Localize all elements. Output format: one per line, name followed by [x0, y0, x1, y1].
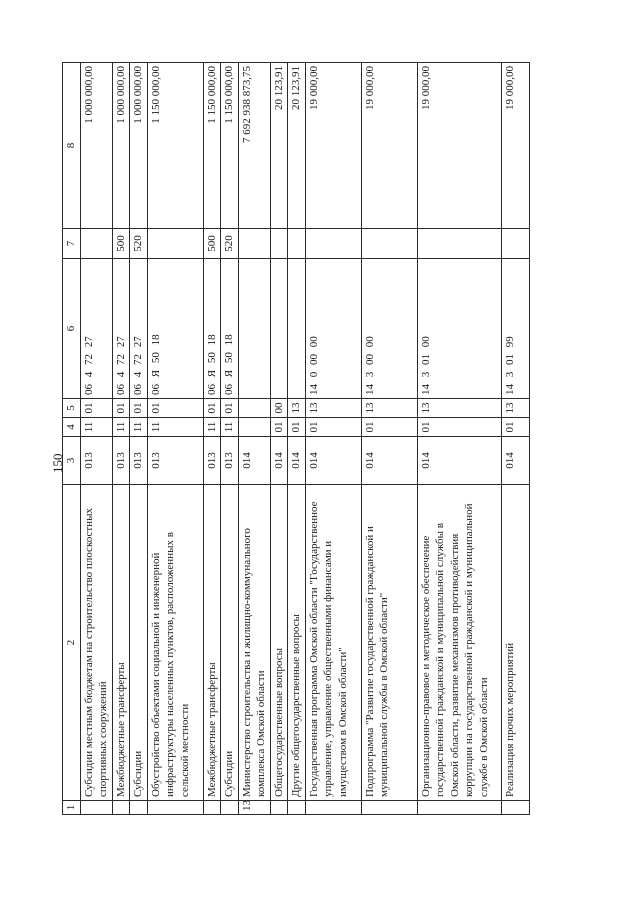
expense-type-cell: [305, 229, 361, 259]
item-name-cell: Субсидии: [130, 485, 148, 801]
row-number-cell: [112, 801, 130, 815]
program-code-cell: [288, 259, 306, 399]
ministry-code-cell: 013: [112, 437, 130, 485]
row-number-cell: [305, 801, 361, 815]
amount-cell: 1 150 000,00: [203, 63, 221, 229]
program-code-cell: 06 4 72 27: [112, 259, 130, 399]
section-code-cell: 11: [203, 418, 221, 437]
col-header: 8: [63, 63, 81, 229]
program-code-cell: 14 3 00 00: [361, 259, 417, 399]
expense-type-cell: 500: [203, 229, 221, 259]
subsection-code-cell: 01: [147, 399, 203, 418]
item-name-cell: Реализация прочих мероприятий: [501, 485, 529, 801]
item-name-cell: Организационно-правовое и методическое обеспечение государственной гражданской и муниципальной службы в Омской области, развитие механизмов противодействия коррупции на государственной гражданской и муниципальной службе в Омской области: [417, 485, 501, 801]
ministry-code-cell: 014: [270, 437, 288, 485]
row-number-cell: [221, 801, 239, 815]
table-row: [221, 63, 239, 815]
section-code-cell: 11: [80, 418, 112, 437]
col-header: 4: [63, 418, 81, 437]
table-row: [270, 63, 288, 815]
section-code-cell: 11: [112, 418, 130, 437]
expense-type-cell: 500: [112, 229, 130, 259]
table-row: [238, 63, 270, 815]
program-code-cell: 14 3 01 99: [501, 259, 529, 399]
subsection-code-cell: 01: [130, 399, 148, 418]
subsection-code-cell: 13: [361, 399, 417, 418]
section-code-cell: 01: [361, 418, 417, 437]
item-name-cell: Общегосударственные вопросы: [270, 485, 288, 801]
amount-cell: 19 000,00: [501, 63, 529, 229]
col-header: 7: [63, 229, 81, 259]
row-number-cell: [80, 801, 112, 815]
ministry-code-cell: 014: [305, 437, 361, 485]
item-name-cell: Межбюджетные трансферты: [203, 485, 221, 801]
col-header: 2: [63, 485, 81, 801]
section-code-cell: 01: [305, 418, 361, 437]
expense-type-cell: [288, 229, 306, 259]
program-code-cell: 06 4 72 27: [80, 259, 112, 399]
ministry-code-cell: 013: [147, 437, 203, 485]
program-code-cell: 06 Я 50 18: [203, 259, 221, 399]
expense-type-cell: [147, 229, 203, 259]
table-row: [80, 63, 112, 815]
amount-cell: 20 123,91: [270, 63, 288, 229]
item-name-cell: Государственная программа Омской области "Государственное управление, управление общественными финансами и имуществом в Омской области": [305, 485, 361, 801]
item-name-cell: Межбюджетные трансферты: [112, 485, 130, 801]
row-number-cell: [130, 801, 148, 815]
item-name-cell: Другие общегосударственные вопросы: [288, 485, 306, 801]
col-header: 1: [63, 801, 81, 815]
section-code-cell: 01: [288, 418, 306, 437]
table-row: [361, 63, 417, 815]
program-code-cell: 14 3 01 00: [417, 259, 501, 399]
row-number-cell: [361, 801, 417, 815]
subsection-code-cell: 01: [80, 399, 112, 418]
program-code-cell: [270, 259, 288, 399]
amount-cell: 19 000,00: [361, 63, 417, 229]
expense-type-cell: [361, 229, 417, 259]
row-number-cell: 13: [238, 801, 270, 815]
subsection-code-cell: 01: [221, 399, 239, 418]
subsection-code-cell: 01: [112, 399, 130, 418]
ministry-code-cell: 013: [80, 437, 112, 485]
subsection-code-cell: 13: [288, 399, 306, 418]
ministry-code-cell: 013: [130, 437, 148, 485]
section-code-cell: 01: [417, 418, 501, 437]
amount-cell: 19 000,00: [417, 63, 501, 229]
amount-cell: 1 000 000,00: [130, 63, 148, 229]
ministry-code-cell: 013: [221, 437, 239, 485]
expense-type-cell: 520: [130, 229, 148, 259]
table-row: [501, 63, 529, 815]
table-row: [417, 63, 501, 815]
ministry-code-cell: 014: [417, 437, 501, 485]
section-code-cell: 11: [147, 418, 203, 437]
section-code-cell: 11: [221, 418, 239, 437]
row-number-cell: [288, 801, 306, 815]
col-header: 5: [63, 399, 81, 418]
expense-type-cell: [238, 229, 270, 259]
table-row: [288, 63, 306, 815]
ministry-code-cell: 014: [288, 437, 306, 485]
item-name-cell: Субсидии: [221, 485, 239, 801]
table-row: [130, 63, 148, 815]
table-row: [112, 63, 130, 815]
ministry-code-cell: 014: [361, 437, 417, 485]
section-code-cell: 01: [270, 418, 288, 437]
col-header: 6: [63, 259, 81, 399]
item-name-cell: Подпрограмма "Развитие государственной гражданской и муниципальной службы в Омской области": [361, 485, 417, 801]
subsection-code-cell: 13: [305, 399, 361, 418]
table-row: [147, 63, 203, 815]
item-name-cell: Министерство строительства и жилищно-коммунального комплекса Омской области: [238, 485, 270, 801]
col-header: 3: [63, 437, 81, 485]
subsection-code-cell: 13: [417, 399, 501, 418]
section-code-cell: [238, 418, 270, 437]
program-code-cell: 06 Я 50 18: [147, 259, 203, 399]
row-number-cell: [203, 801, 221, 815]
expense-type-cell: [417, 229, 501, 259]
row-number-cell: [147, 801, 203, 815]
page-number: 150: [50, 453, 65, 473]
amount-cell: 7 692 938 873,75: [238, 63, 270, 229]
amount-cell: 19 000,00: [305, 63, 361, 229]
item-name-cell: Субсидии местным бюджетам на строительство плоскостных спортивных сооружений: [80, 485, 112, 801]
row-number-cell: [417, 801, 501, 815]
ministry-code-cell: 014: [501, 437, 529, 485]
subsection-code-cell: 01: [203, 399, 221, 418]
amount-cell: 1 000 000,00: [112, 63, 130, 229]
expense-type-cell: [270, 229, 288, 259]
budget-table: [62, 62, 530, 815]
subsection-code-cell: 13: [501, 399, 529, 418]
amount-cell: 1 150 000,00: [147, 63, 203, 229]
ministry-code-cell: 013: [203, 437, 221, 485]
item-name-cell: Обустройство объектами социальной и инженерной инфраструктуры населенных пунктов, расположенных в сельской местности: [147, 485, 203, 801]
expense-type-cell: 520: [221, 229, 239, 259]
section-code-cell: 11: [130, 418, 148, 437]
row-number-cell: [501, 801, 529, 815]
expense-type-cell: [80, 229, 112, 259]
program-code-cell: 06 Я 50 18: [221, 259, 239, 399]
amount-cell: 1 150 000,00: [221, 63, 239, 229]
ministry-code-cell: 014: [238, 437, 270, 485]
table-row: [305, 63, 361, 815]
amount-cell: 20 123,91: [288, 63, 306, 229]
table-row: [203, 63, 221, 815]
header-row: [63, 63, 81, 815]
expense-type-cell: [501, 229, 529, 259]
row-number-cell: [270, 801, 288, 815]
section-code-cell: 01: [501, 418, 529, 437]
amount-cell: 1 000 000,00: [80, 63, 112, 229]
program-code-cell: 14 0 00 00: [305, 259, 361, 399]
subsection-code-cell: 00: [270, 399, 288, 418]
program-code-cell: [238, 259, 270, 399]
subsection-code-cell: [238, 399, 270, 418]
program-code-cell: 06 4 72 27: [130, 259, 148, 399]
